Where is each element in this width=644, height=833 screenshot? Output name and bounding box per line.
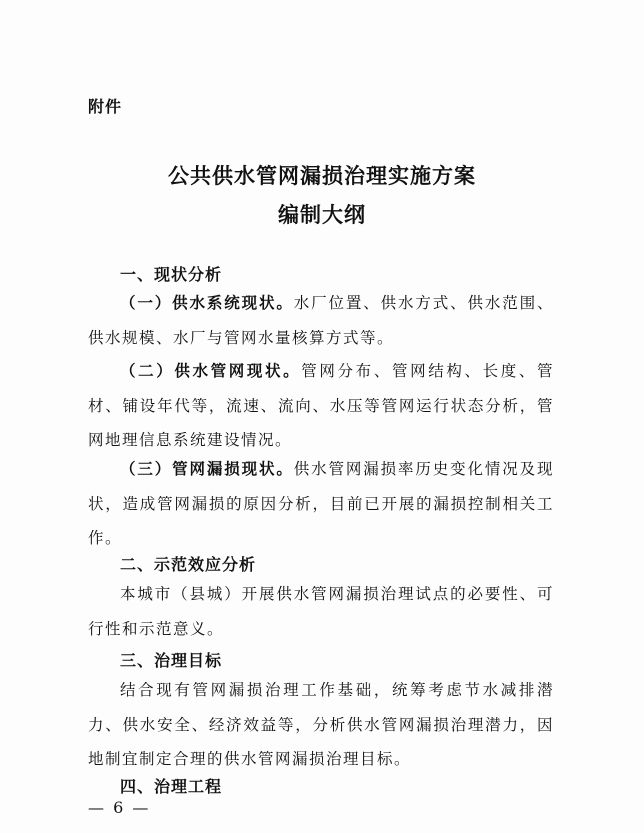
paragraph-lead: （三）管网漏损现状。 [120, 460, 294, 478]
section-heading-3: 三、治理目标 [120, 651, 223, 670]
paragraph-1-1 [88, 286, 554, 355]
document-title: 公共供水管网漏损治理实施方案 [168, 164, 476, 188]
paragraph-body: 结合现有管网漏损治理工作基础，统筹考虑节水减排潜力、供水安全、经济效益等，分析供水管网漏损治理潜力，因地制宜制定合理的供水管网漏损治理目标。 [88, 681, 554, 768]
paragraph-body: 管网分布、管网结构、长度、管材、铺设年代等，流速、流向、水压等管网运行状态分析，管网地理信息系统建设情况。 [88, 362, 554, 449]
paragraph-body: 本城市（县城）开展供水管网漏损治理试点的必要性、可行性和示范意义。 [88, 585, 554, 638]
paragraph-lead: （二）供水管网现状。 [120, 362, 302, 380]
paragraph-2-1 [88, 577, 554, 646]
paragraph-3-1 [88, 673, 554, 777]
attachment-label: 附件 [88, 97, 123, 116]
paragraph-lead: （一）供水系统现状。 [120, 294, 294, 312]
document-subtitle: 编制大纲 [278, 203, 366, 227]
page-number: — 6 — [88, 798, 151, 817]
paragraph-1-2 [88, 354, 554, 458]
paragraph-1-3 [88, 452, 554, 556]
paragraph-body: 水厂位置、供水方式、供水范围、供水规模、水厂与管网水量核算方式等。 [88, 294, 554, 347]
paragraph-body: 供水管网漏损率历史变化情况及现状，造成管网漏损的原因分析，目前已开展的漏损控制相关工作。 [88, 460, 554, 547]
section-heading-4: 四、治理工程 [120, 777, 223, 796]
section-heading-2: 二、示范效应分析 [120, 555, 257, 574]
section-heading-1: 一、现状分析 [120, 265, 223, 284]
